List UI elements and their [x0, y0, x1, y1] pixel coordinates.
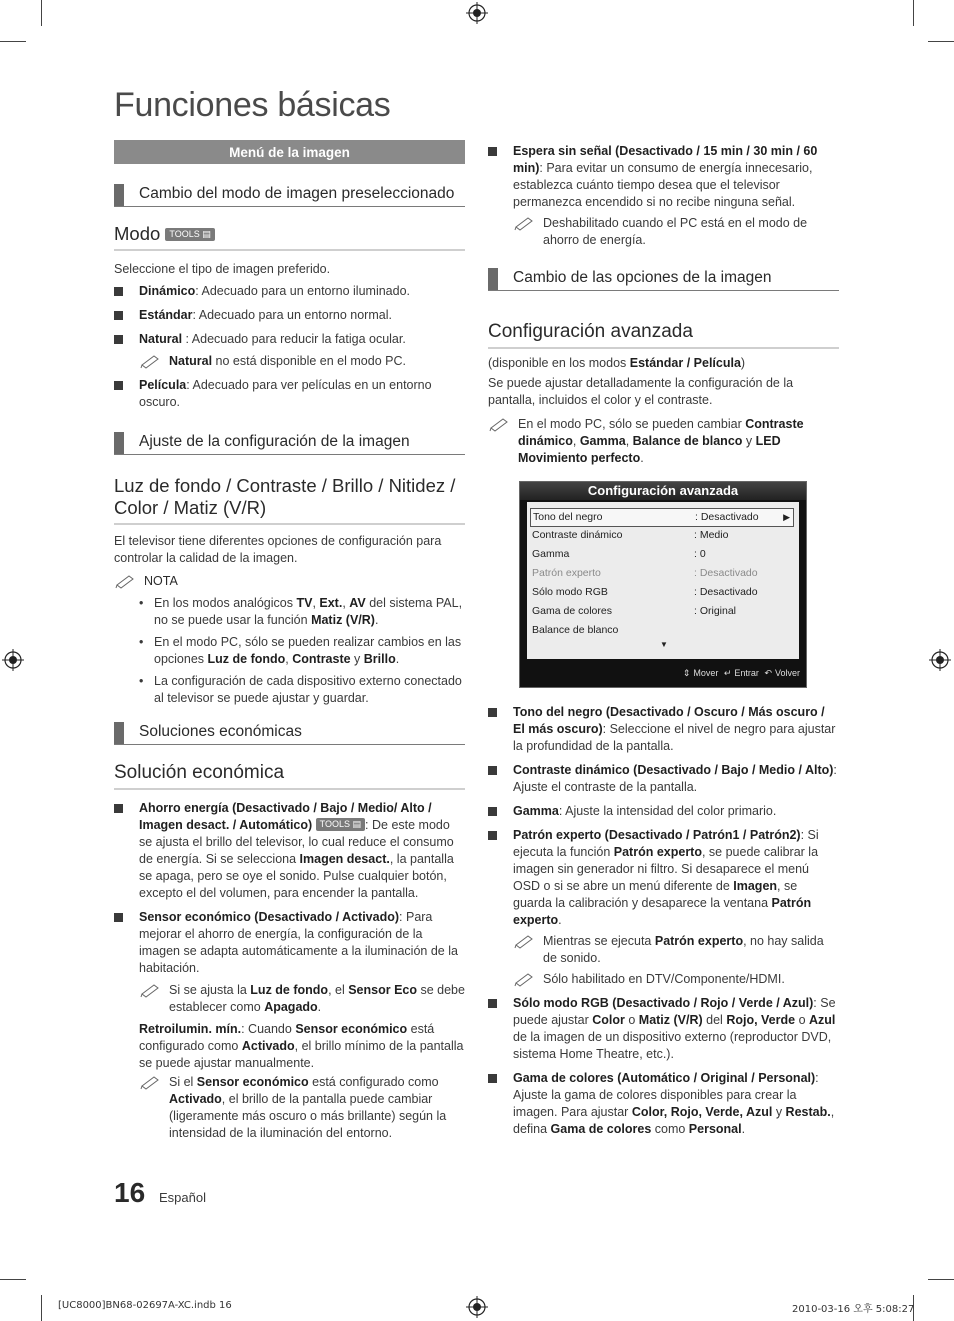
pencil-note-icon — [513, 971, 537, 987]
note-header: NOTA — [114, 573, 465, 590]
crop-mark — [0, 1279, 26, 1280]
crop-mark — [41, 1295, 42, 1321]
section-title: Modo — [114, 223, 161, 244]
osd-row[interactable]: Balance de blanco — [532, 624, 619, 636]
list-item: Película: Adecuado para ver películas en un entorno oscuro. — [114, 377, 465, 411]
crop-mark — [41, 0, 42, 26]
list-item: Gamma: Ajuste la intensidad del color primario. — [488, 803, 839, 820]
list-item: • En el modo PC, sólo se pueden realizar cambios en las opciones Luz de fondo, Contraste y Brillo. — [114, 634, 465, 668]
note: Deshabilitado cuando el PC está en el modo de ahorro de energía. — [488, 215, 839, 249]
registration-mark-icon — [466, 2, 488, 24]
paragraph: El televisor tiene diferentes opciones de configuración para controlar la calidad de la imagen. — [114, 534, 442, 565]
osd-row[interactable]: Sólo modo RGB : Desactivado — [532, 586, 758, 598]
paragraph: Retroilumin. mín.: Cuando Sensor económico está configurado como Activado, el brillo mínimo de la pantalla se puede ajustar manualmente. — [139, 1022, 464, 1070]
osd-menu — [519, 481, 807, 688]
crop-mark — [913, 0, 914, 26]
pencil-note-icon — [139, 982, 163, 998]
subheading-ajuste: Ajuste de la configuración de la imagen — [114, 432, 465, 455]
pencil-note-icon — [139, 1074, 163, 1090]
list-item: Gama de colores (Automático / Original / Personal): Ajuste la gama de colores disponibles para crear la imagen. Para ajustar Color, Rojo, Verde, Azul y Restab., defina Gama de colores como Personal. — [488, 1070, 839, 1138]
pencil-note-icon — [513, 215, 537, 231]
list-item: Espera sin señal (Desactivado / 15 min / 30 min / 60 min): Para evitar un consumo de energía innecesario, establezca cuánto tiempo desea que el televisor permanezca encendido si no recibe ninguna señal. — [488, 143, 839, 211]
list-item: Ahorro energía (Desactivado / Bajo / Medio/ Alto / Imagen desact. / Automático) TOOLS ▤ : De este modo se ajusta el brillo del televisor, lo cual reduce el consumo de energía. Si se selecciona Imagen desact., la pantalla se apaga, pero se oye el sonido. Pulse cualquier botón, excepto el del volumen, para encender la pantalla. — [114, 800, 465, 902]
footer-language: Español — [159, 1190, 206, 1205]
osd-panel — [527, 502, 799, 659]
list-item: Sensor económico (Desactivado / Activado): Para mejorar el ahorro de energía, la configuración de la imagen se adapta automáticamente a la iluminación de la habitación. — [114, 909, 465, 977]
arrow-right-icon: ▶ — [783, 512, 790, 522]
pencil-note-icon — [513, 933, 537, 949]
page-number: 16 — [114, 1177, 146, 1208]
enter-icon: ↵ — [723, 668, 732, 678]
paragraph: Se puede ajustar detalladamente la configuración de la pantalla, incluidos el color y el contraste. — [488, 376, 794, 407]
registration-mark-icon — [466, 1296, 488, 1318]
right-column-lower — [488, 704, 839, 1138]
print-info-file: [UC8000]BN68-02697A-XC.indb 16 — [58, 1300, 232, 1311]
list-item: Tono del negro (Desactivado / Oscuro / Más oscuro / El más oscuro): Seleccione el nivel de negro para ajustar la profundidad de la pantalla. — [488, 704, 839, 755]
crop-mark — [928, 1279, 954, 1280]
note: Si se ajusta la Luz de fondo, el Sensor Eco se debe establecer como Apagado. — [114, 982, 465, 1016]
osd-footer: ⇕ Mover ↵ Entrar ↶ Volver — [682, 668, 800, 678]
paragraph: Seleccione el tipo de imagen preferido. — [114, 262, 331, 276]
list-item: • La configuración de cada dispositivo externo conectado al televisor se puede ajustar y guardar. — [114, 673, 465, 707]
note: Si el Sensor económico está configurado como Activado, el brillo de la pantalla puede cambiar (ligeramente más oscuro o más brillante) según la intensidad de la iluminación del entorno. — [114, 1074, 465, 1142]
note: Natural no está disponible en el modo PC. — [114, 353, 465, 370]
list-item: Sólo modo RGB (Desactivado / Rojo / Verde / Azul): Se puede ajustar Color o Matiz (V/R) del Rojo, Verde o Azul de la imagen de un dispositivo externo (reproductor DVD, sistema Home Theatre, etc.). — [488, 995, 839, 1063]
tools-label: TOOLS — [169, 228, 200, 239]
note: En el modo PC, sólo se pueden cambiar Contraste dinámico, Gamma, Balance de blanco y LED Movimiento perfecto. — [488, 416, 839, 467]
osd-row: Patrón experto : Desactivado — [532, 567, 758, 579]
move-icon: ⇕ — [682, 668, 691, 678]
menu-bar: Menú de la imagen — [114, 140, 465, 164]
print-info-date: 2010-03-16 오후 5:08:27 — [792, 1304, 915, 1315]
tools-icon: TOOLS ▤ — [165, 228, 214, 241]
note: Mientras se ejecuta Patrón experto, no hay salida de sonido. — [488, 933, 839, 967]
osd-row[interactable]: Gama de colores : Original — [532, 605, 737, 617]
page-title: Funciones básicas — [114, 86, 391, 124]
list-item: Dinámico: Adecuado para un entorno iluminado. — [114, 283, 465, 300]
section-luz-de-fondo: Luz de fondo / Contraste / Brillo / Nitidez / Color / Matiz (V/R) — [114, 475, 465, 525]
crop-mark — [0, 41, 26, 42]
paragraph: (disponible en los modos Estándar / Película) — [488, 356, 746, 370]
list-item: • En los modos analógicos TV, Ext., AV del sistema PAL, no se puede usar la función Matiz (V/R). — [114, 595, 465, 629]
osd-row[interactable]: Contraste dinámico : Medio — [532, 529, 729, 541]
note: Sólo habilitado en DTV/Componente/HDMI. — [488, 971, 839, 988]
subheading-modo-imagen: Cambio del modo de imagen preseleccionado — [114, 184, 465, 207]
registration-mark-icon — [929, 649, 951, 671]
list-item: Natural : Adecuado para reducir la fatiga ocular. — [114, 331, 465, 348]
list-item: Estándar: Adecuado para un entorno normal. — [114, 307, 465, 324]
list-item: Contraste dinámico (Desactivado / Bajo / Medio / Alto): Ajuste el contraste de la pantalla. — [488, 762, 839, 796]
registration-mark-icon — [2, 649, 24, 671]
left-column — [114, 140, 465, 1142]
osd-title: Configuración avanzada — [520, 482, 806, 500]
right-column — [488, 143, 839, 467]
pencil-note-icon — [488, 416, 512, 432]
return-icon: ↶ — [764, 668, 772, 678]
crop-mark — [928, 41, 954, 42]
pencil-note-icon — [139, 353, 163, 369]
subheading-cambio-opciones: Cambio de las opciones de la imagen — [488, 268, 839, 291]
subheading-soluciones: Soluciones económicas — [114, 722, 465, 745]
pencil-note-icon — [114, 573, 138, 589]
section-configuracion-avanzada: Configuración avanzada — [488, 321, 839, 349]
scroll-down-icon[interactable]: ▼ — [660, 640, 668, 649]
osd-row-tono-del-negro[interactable]: Tono del negro : Desactivado ▶ — [530, 508, 794, 527]
section-solucion-economica: Solución económica — [114, 762, 465, 790]
osd-row[interactable]: Gamma : 0 — [532, 548, 706, 560]
section-modo — [114, 223, 465, 251]
tools-icon: TOOLS ▤ — [316, 818, 365, 831]
list-item: Patrón experto (Desactivado / Patrón1 / Patrón2): Si ejecuta la función Patrón experto, se puede calibrar la imagen sin generador ni filtro. Si desaparece el menú OSD o si se abre un menú diferente de Imagen, se guarda la calibración y desaparece la ventana Patrón experto. — [488, 827, 839, 929]
